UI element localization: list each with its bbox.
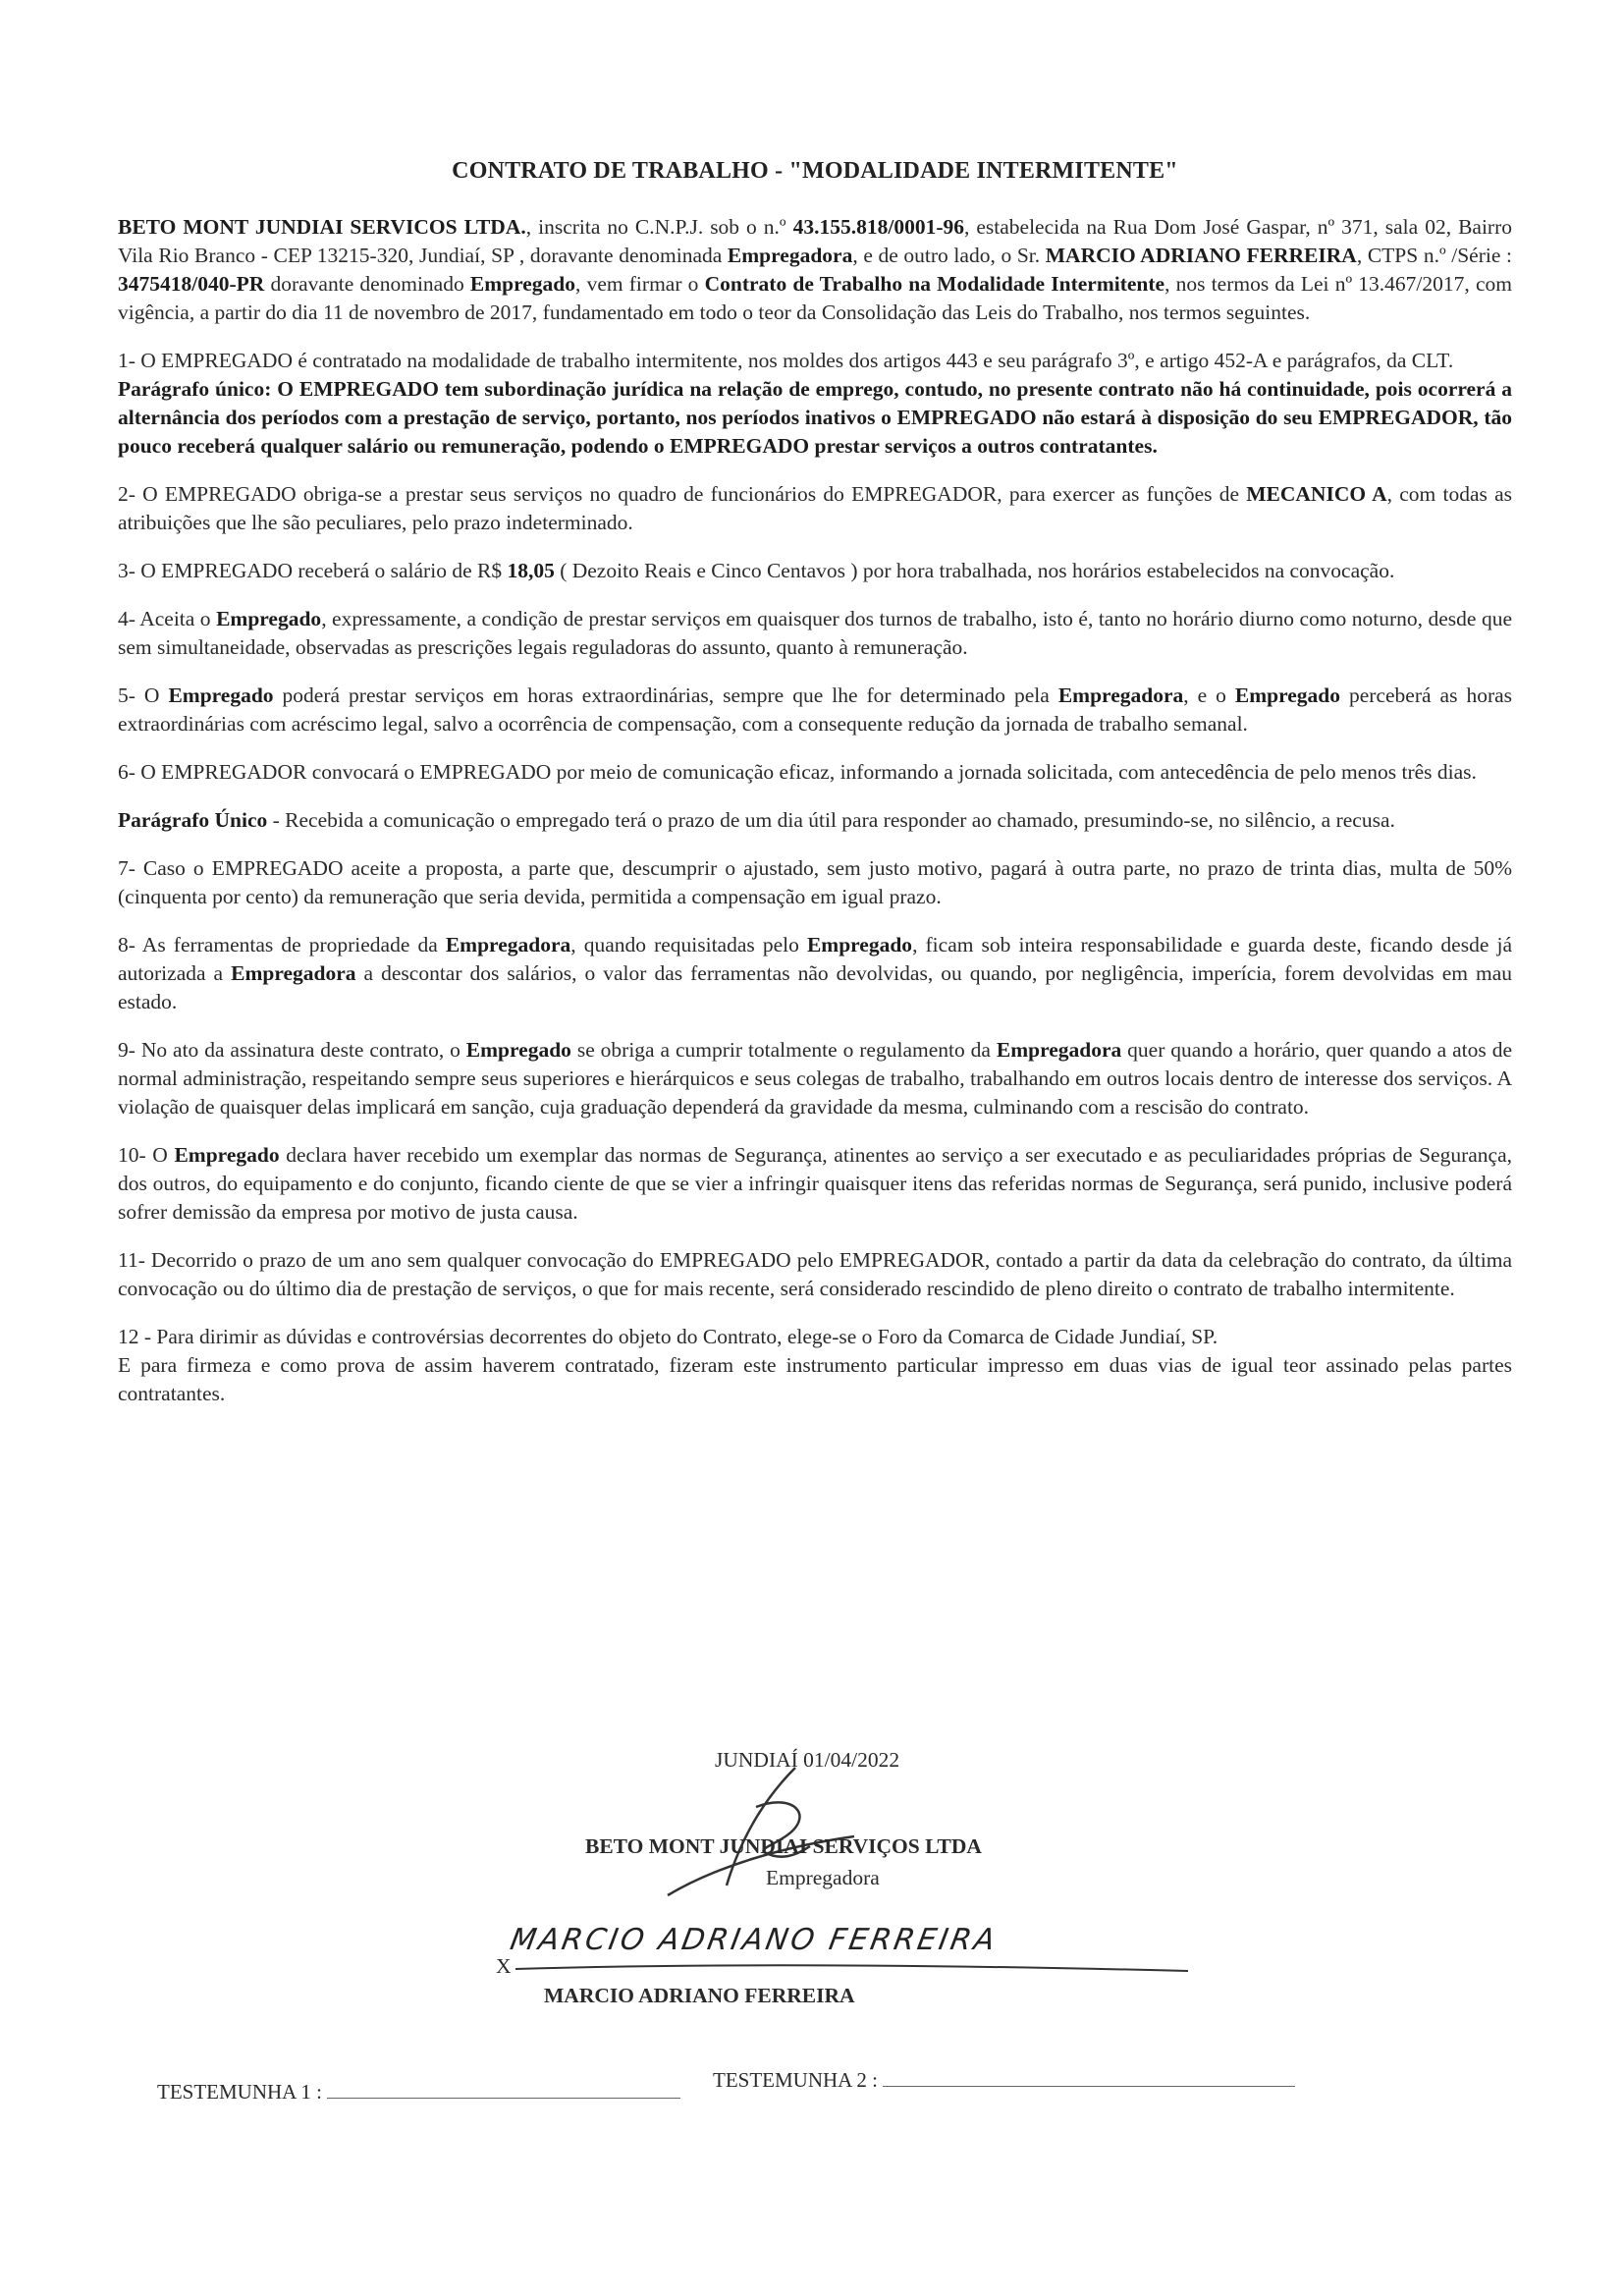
intro-text: , vem firmar o [575,272,705,296]
company-signatory: BETO MONT JUNDIAI SERVIÇOS LTDA [585,1834,982,1858]
witness-2-label: TESTEMUNHA 2 : [713,2068,878,2092]
company-name: BETO MONT JUNDIAI SERVICOS LTDA. [118,215,526,239]
clause-5-text: perceberá as horas extraordinárias com acréscimo legal, salvo a ocorrência de compensação, com a consequente redução da jornada de trabalho semanal. [118,683,1513,736]
employee-term: Empregado [174,1143,280,1167]
employer-term: Empregadora [727,244,853,267]
employee-term: Empregado [1234,683,1341,707]
closing-statement: E para firmeza e como prova de assim haverem contratado, fizeram este instrumento particular impresso em duas vias de igual teor assinado pelas partes contratantes. [118,1353,1512,1405]
intro-text: , e de outro lado, o Sr. [852,244,1046,267]
witness-2 [713,2068,1295,2093]
clause-5 [118,682,1512,738]
clause-8 [118,931,1512,1016]
clause-8-text: a descontar dos salários, o valor das ferramentas não devolvidas, ou quando, por negligência, imperícia, forem devolvidas em mau estado. [118,961,1512,1013]
clause-5-text: , e o [1183,683,1235,707]
clause-9-text: quer quando a horário, quer quando a atos de normal administração, respeitando sempre seus superiores e hierárquicos e seus colegas de trabalho, trabalhando em outros locais dentro de interesse dos serviços. A violação de quaisquer delas implicará em sanção, cuja graduação dependerá da gravidade da mesma, culminando com a rescisão do contrato. [118,1038,1512,1119]
clause-12: 12 - Para dirimir as dúvidas e controvérsias decorrentes do objeto do Contrato, elege-se o Foro da Comarca de Cidade Jundiaí, SP. [118,1325,1218,1348]
clause-5-text: 5- O [118,683,169,707]
clause-6-paragraph [118,806,1512,835]
clause-10-text: 10- O [118,1143,175,1167]
clause-8-text: 8- As ferramentas de propriedade da [118,933,446,957]
employee-term: Empregado [216,607,322,630]
employee-term: Empregado [806,933,913,957]
clause-3-text: ( Dezoito Reais e Cinco Centavos ) por hora trabalhada, nos horários estabelecidos na convocação. [554,559,1395,582]
intro-paragraph [118,213,1512,327]
employee-term: Empregado [465,1038,571,1062]
employer-term: Empregadora [996,1038,1122,1062]
employer-term: Empregadora [231,961,356,985]
clause-6-paragraph-text: - Recebida a comunicação o empregado terá o prazo de um dia útil para responder ao chamado, presumindo-se, no silêncio, a recusa. [267,808,1395,832]
document-title: CONTRATO DE TRABALHO - "MODALIDADE INTERMITENTE" [452,158,1178,184]
clause-2-text: 2- O EMPREGADO obriga-se a prestar seus serviços no quadro de funcionários do EMPREGADOR, para exercer as funções de [118,482,1247,506]
clause-6-paragraph-label: Parágrafo Único [118,808,268,832]
clause-8-text: , ficam sob inteira responsabilidade e guarda deste, ficando desde já autorizada a [118,933,1512,985]
employee-signatory: MARCIO ADRIANO FERREIRA [544,1984,855,2007]
contract-type: Contrato de Trabalho na Modalidade Intermitente [704,272,1165,296]
signing-date: JUNDIAÍ 01/04/2022 [715,1748,900,1772]
witness-1-line [327,2080,680,2099]
witness-1 [157,2080,680,2105]
clause-3 [118,557,1512,585]
employee-name: MARCIO ADRIANO FERREIRA [1045,244,1357,267]
clause-9 [118,1036,1512,1121]
clause-9-text: 9- No ato da assinatura deste contrato, o [118,1038,466,1062]
clause-8-text: , quando requisitadas pelo [570,933,807,957]
clause-2-text: , com todas as atribuições que lhe são peculiares, pelo prazo indeterminado. [118,482,1513,534]
clause-3-text: 3- O EMPREGADO receberá o salário de R$ [118,559,508,582]
hourly-wage: 18,05 [507,559,555,582]
signature-x-mark: X [496,1954,512,1978]
clause-7: 7- Caso o EMPREGADO aceite a proposta, a parte que, descumprir o ajustado, sem justo motivo, pagará à outra parte, no prazo de trinta dias, multa de 50% (cinquenta por cento) da remuneração que seria devida, permitida a compensação em igual prazo. [118,856,1512,908]
ctps-number: 3475418/040-PR [118,272,265,296]
clause-4 [118,605,1512,662]
employer-term: Empregadora [1057,683,1184,707]
witness-2-line [883,2068,1295,2087]
clause-10 [118,1141,1512,1227]
clause-2 [118,480,1512,537]
employee-handwritten-signature: MARCIO ADRIANO FERREIRA [507,1923,1001,1957]
intro-text: , inscrita no C.N.P.J. sob o n.º [525,215,793,239]
job-role: MECANICO A [1246,482,1387,506]
intro-text: , CTPS n.º /Série : [1356,244,1512,267]
company-signature-scribble [648,1738,864,1915]
clause-9-text: se obriga a cumprir totalmente o regulamento da [570,1038,997,1062]
clause-6-text: 6- O EMPREGADOR convocará o EMPREGADO por meio de comunicação eficaz, informando a jornada solicitada, com antecedência de pelo menos três dias. [118,760,1477,784]
clause-1 [118,347,1512,461]
intro-text: , nos termos da Lei nº 13.467/2017, com vigência, a partir do dia 11 de novembro de 2017, fundamentado em todo o teor da Consolidação das Leis do Trabalho, nos termos seguintes. [118,272,1512,324]
clause-4-text: , expressamente, a condição de prestar serviços em quaisquer dos turnos de trabalho, isto é, tanto no horário diurno como noturno, desde que sem simultaneidade, observadas as prescrições legais reguladoras do assunto, quanto à remuneração. [118,607,1512,659]
witness-1-label: TESTEMUNHA 1 : [157,2080,322,2104]
intro-text: , estabelecida na Rua Dom José Gaspar, nº 371, sala 02, Bairro Vila Rio Branco - CEP 13215-320, Jundiaí, SP , doravante denominada [118,215,1512,267]
clause-10-text: declara haver recebido um exemplar das normas de Segurança, atinentes ao serviço a ser executado e as peculiaridades próprias de Segurança, dos outros, do equipamento e do conjunto, ficando ciente de que se vier a infringir quaisquer itens das referidas normas de Segurança, será punido, inclusive poderá sofrer demissão da empresa por motivo de justa causa. [118,1143,1513,1224]
cnpj-number: 43.155.818/0001-96 [792,215,964,239]
clause-4-text: 4- Aceita o [118,607,217,630]
clause-1-paragraph-label: Parágrafo único: [118,377,278,401]
clause-11: 11- Decorrido o prazo de um ano sem qualquer convocação do EMPREGADO pelo EMPREGADOR, contado a partir da data da celebração do contrato, da última convocação ou do último dia de prestação de serviços, o que for mais recente, será considerado rescindido de pleno direito o contrato de trabalho intermitente. [118,1248,1512,1300]
clause-1-paragraph-text: O EMPREGADO tem subordinação jurídica na relação de emprego, contudo, no presente contrato não há continuidade, pois ocorrerá a alternância dos períodos com a prestação de serviço, portanto, nos períodos inativos o EMPREGADO não estará à disposição do seu EMPREGADOR, tão pouco receberá qualquer salário ou remuneração, podendo o EMPREGADO prestar serviços a outros contratantes. [118,377,1512,458]
intro-text: doravante denominado [264,272,470,296]
employer-term: Empregadora [445,933,571,957]
clause-6 [118,758,1512,787]
employee-term: Empregado [469,272,576,296]
employee-term: Empregado [168,683,274,707]
company-role-label: Empregadora [766,1866,880,1889]
clause-5-text: poderá prestar serviços em horas extraordinárias, sempre que lhe for determinado pela [273,683,1058,707]
employee-signature-underline [511,1959,1198,1979]
contract-body [118,157,1512,1428]
clause-1-text: 1- O EMPREGADO é contratado na modalidade de trabalho intermitente, nos moldes dos artigos 443 e seu parágrafo 3º, e artigo 452-A e parágrafos, da CLT. [118,349,1454,372]
